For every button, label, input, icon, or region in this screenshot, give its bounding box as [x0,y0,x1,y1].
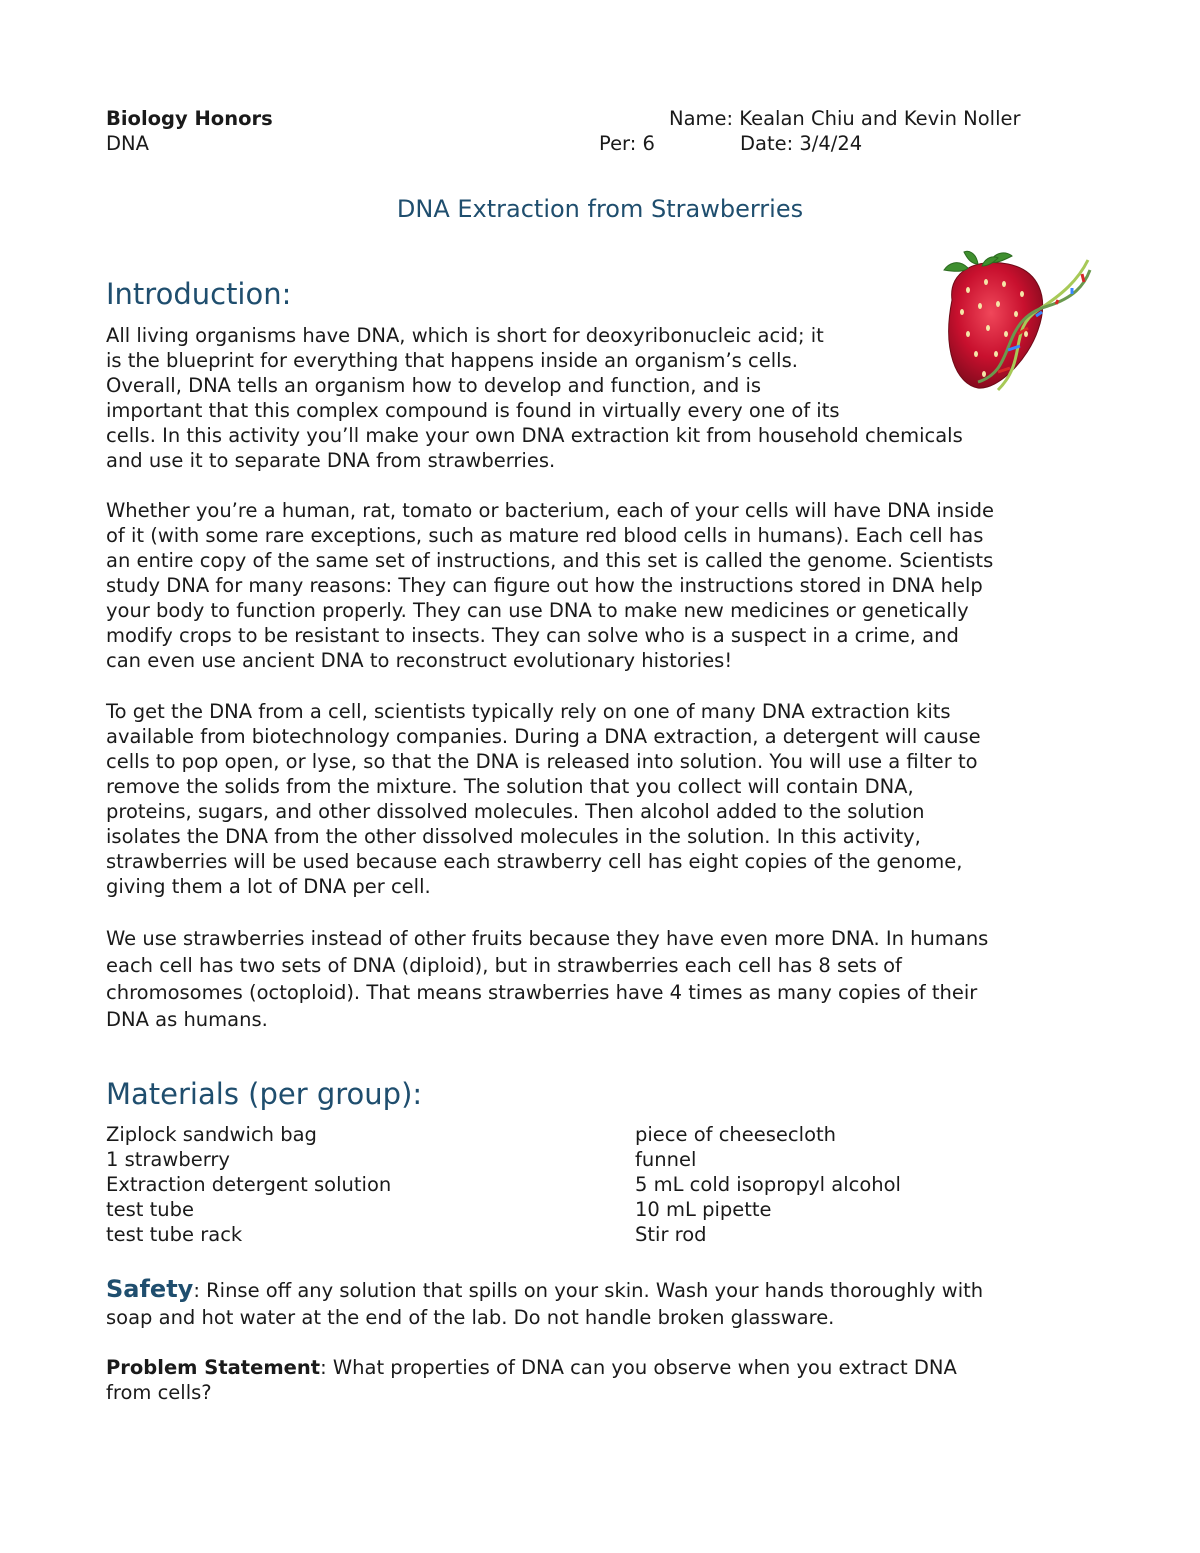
text-line: DNA as humans. [106,1008,268,1031]
list-item: Extraction detergent solution [106,1173,392,1196]
text-line: giving them a lot of DNA per cell. [106,875,431,898]
document-title: DNA Extraction from Strawberries [396,195,804,223]
materials-heading: Materials (per group): [106,1077,423,1111]
text-line: chromosomes (octoploid). That means strawberries have 4 times as many copies of their [106,981,978,1004]
list-item: 10 mL pipette [635,1198,772,1221]
list-item: test tube rack [106,1223,243,1246]
safety-text: : Rinse off any solution that spills on your skin. Wash your hands thoroughly with [193,1279,984,1302]
text-line: can even use ancient DNA to reconstruct evolutionary histories! [106,649,733,672]
text-line: All living organisms have DNA, which is short for deoxyribonucleic acid; it [106,324,824,347]
text-line: study DNA for many reasons: They can figure out how the instructions stored in DNA help [106,574,983,597]
safety-section [106,1276,983,1331]
list-item: test tube [106,1198,195,1221]
text-line: To get the DNA from a cell, scientists typically rely on one of many DNA extraction kits [106,700,951,723]
intro-paragraph-1 [106,323,963,473]
intro-paragraph-2 [106,498,994,673]
text-line: strawberries will be used because each strawberry cell has eight copies of the genome, [106,850,963,873]
text-line: Overall, DNA tells an organism how to develop and function, and is [106,374,762,397]
list-item: 5 mL cold isopropyl alcohol [635,1173,901,1196]
list-item: Ziplock sandwich bag [106,1123,317,1146]
text-line: each cell has two sets of DNA (diploid), but in strawberries each cell has 8 sets of [106,954,902,977]
problem-line-2: from cells? [106,1381,212,1404]
intro-paragraph-3 [106,699,981,899]
text-line: cells to pop open, or lyse, so that the DNA is released into solution. You will use a filter to [106,750,978,773]
safety-line-1 [106,1276,983,1304]
list-item: Stir rod [635,1223,707,1246]
period: Per: 6 [599,132,655,155]
problem-text: : What properties of DNA can you observe when you extract DNA [320,1356,957,1379]
text-line: cells. In this activity you’ll make your own DNA extraction kit from household chemicals [106,424,963,447]
student-names: Name: Kealan Chiu and Kevin Noller [669,107,1021,130]
materials-list-left [106,1122,391,1247]
introduction-heading: Introduction: [106,277,292,311]
text-line: We use strawberries instead of other fruits because they have even more DNA. In humans [106,927,989,950]
problem-line-1 [106,1355,957,1380]
intro-paragraph-4 [106,925,988,1033]
text-line: and use it to separate DNA from strawberries. [106,449,556,472]
text-line: modify crops to be resistant to insects. They can solve who is a suspect in a crime, and [106,624,959,647]
text-line: of it (with some rare exceptions, such as mature red blood cells in humans). Each cell has [106,524,984,547]
unit-name: DNA [106,132,149,155]
date: Date: 3/4/24 [740,132,863,155]
list-item: 1 strawberry [106,1148,230,1171]
safety-line-2: soap and hot water at the end of the lab. Do not handle broken glassware. [106,1306,835,1329]
list-item: piece of cheesecloth [635,1123,837,1146]
text-line: available from biotechnology companies. During a DNA extraction, a detergent will cause [106,725,981,748]
problem-label: Problem Statement [106,1356,321,1379]
text-line: important that this complex compound is found in virtually every one of its [106,399,840,422]
problem-statement-section [106,1355,957,1405]
text-line: isolates the DNA from the other dissolved molecules in the solution. In this activity, [106,825,921,848]
safety-label: Safety [106,1275,194,1303]
materials-list-right [635,1122,901,1247]
text-line: your body to function properly. They can use DNA to make new medicines or genetically [106,599,969,622]
text-line: remove the solids from the mixture. The solution that you collect will contain DNA, [106,775,914,798]
text-line: proteins, sugars, and other dissolved molecules. Then alcohol added to the solution [106,800,925,823]
list-item: funnel [635,1148,697,1171]
text-line: an entire copy of the same set of instructions, and this set is called the genome. Scientists [106,549,994,572]
text-line: is the blueprint for everything that happens inside an organism’s cells. [106,349,798,372]
text-line: Whether you’re a human, rat, tomato or bacterium, each of your cells will have DNA inside [106,499,995,522]
course-name: Biology Honors [106,107,273,130]
